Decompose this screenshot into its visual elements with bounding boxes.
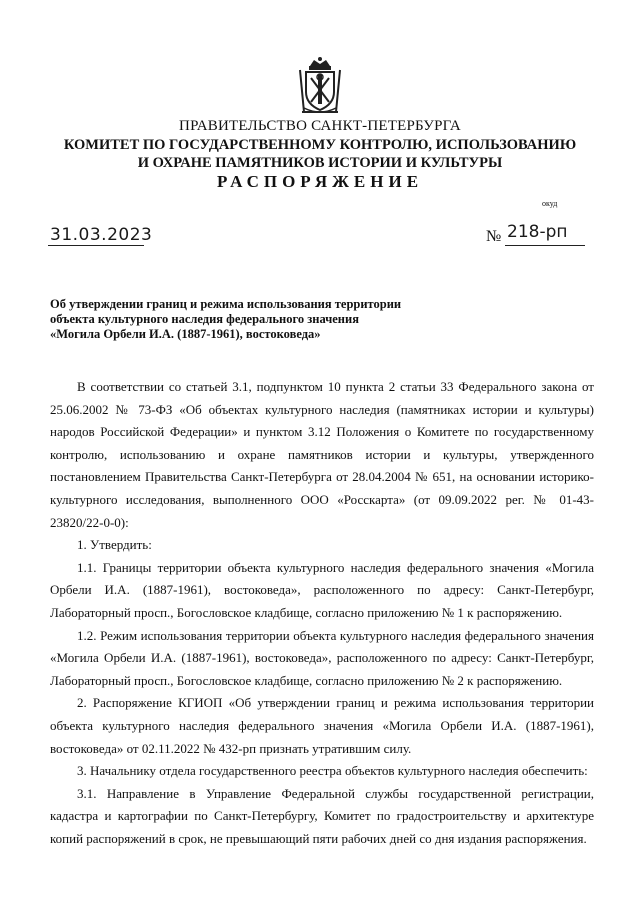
document-number: 218-рп	[507, 222, 568, 242]
document-subject	[50, 297, 450, 342]
paragraph-item-1-1: 1.1. Границы территории объекта культурного наследия федерального значения «Могила Орбели И.А. (1887-1961), востоковеда», расположенного по адресу: Санкт-Петербург, Лабораторный просп., Богословское кладбище, согласно приложению № 1 к распоряжению.	[50, 559, 594, 620]
document-type-title: РАСПОРЯЖЕНИЕ	[216, 172, 424, 191]
date-underline	[48, 245, 144, 246]
okud-label: окуд	[542, 199, 558, 208]
paragraph-item-3-1: 3.1. Направление в Управление Федеральной службы государственной регистрации, кадастра и картографии по Санкт-Петербургу, Комитет по градостроительству и архитектуре копий распоряжений в срок, не превышающий пяти рабочих дней со дня издания распоряжения.	[50, 785, 594, 846]
number-underline	[505, 245, 585, 246]
document-body	[50, 376, 594, 850]
document-date: 31.03.2023	[50, 225, 153, 245]
paragraph-item-2: 2. Распоряжение КГИОП «Об утверждении границ и режима использования территории объекта культурного наследия федерального значения «Могила Орбели И.А. (1887-1961), востоковеда» от 02.11.2022 № 432-рп признать утратившим силу.	[50, 695, 594, 756]
subject-line-1: Об утверждении границ и режима использования территории	[50, 297, 402, 311]
committee-name-line-2: И ОХРАНЕ ПАМЯТНИКОВ ИСТОРИИ И КУЛЬТУРЫ	[137, 155, 503, 171]
government-name: ПРАВИТЕЛЬСТВО САНКТ-ПЕТЕРБУРГА	[179, 118, 461, 134]
number-label: №	[486, 228, 502, 245]
paragraph-item-3: 3. Начальнику отдела государственного реестра объектов культурного наследия обеспечить:	[77, 763, 588, 779]
paragraph-item-1: 1. Утвердить:	[77, 537, 152, 553]
committee-name-line-1: КОМИТЕТ ПО ГОСУДАРСТВЕННОМУ КОНТРОЛЮ, ИСПОЛЬЗОВАНИЮ	[63, 137, 577, 153]
paragraph-item-1-2: 1.2. Режим использования территории объекта культурного наследия федерального значения «Могила Орбели И.А. (1887-1961), востоковеда», расположенного по адресу: Санкт-Петербург, Лабораторный просп., Богословское кладбище, согласно приложению № 2 к распоряжению.	[50, 627, 594, 688]
coat-of-arms-emblem-icon	[296, 56, 344, 116]
committee-name	[0, 136, 640, 172]
paragraph-preamble: В соответствии со статьей 3.1, подпунктом 10 пункта 2 статьи 33 Федерального закона от 25.06.2002 № 73-ФЗ «Об объектах культурного наследия (памятниках истории и культуры) народов Российской Федерации» и пунктом 3.12 Положения о Комитете по государственному контролю, использованию и охране памятников истории и культуры, утвержденного постановлением Правительства Санкт-Петербурга от 28.04.2004 № 651, на основании историко-культурного исследования, выполненного ООО «Росскарта» (от 09.09.2022 рег. № 01-43-23820/22-0-0):	[50, 379, 594, 530]
subject-line-3: «Могила Орбели И.А. (1887-1961), востоковеда»	[50, 327, 321, 341]
subject-line-2: объекта культурного наследия федерального значения	[50, 312, 359, 326]
